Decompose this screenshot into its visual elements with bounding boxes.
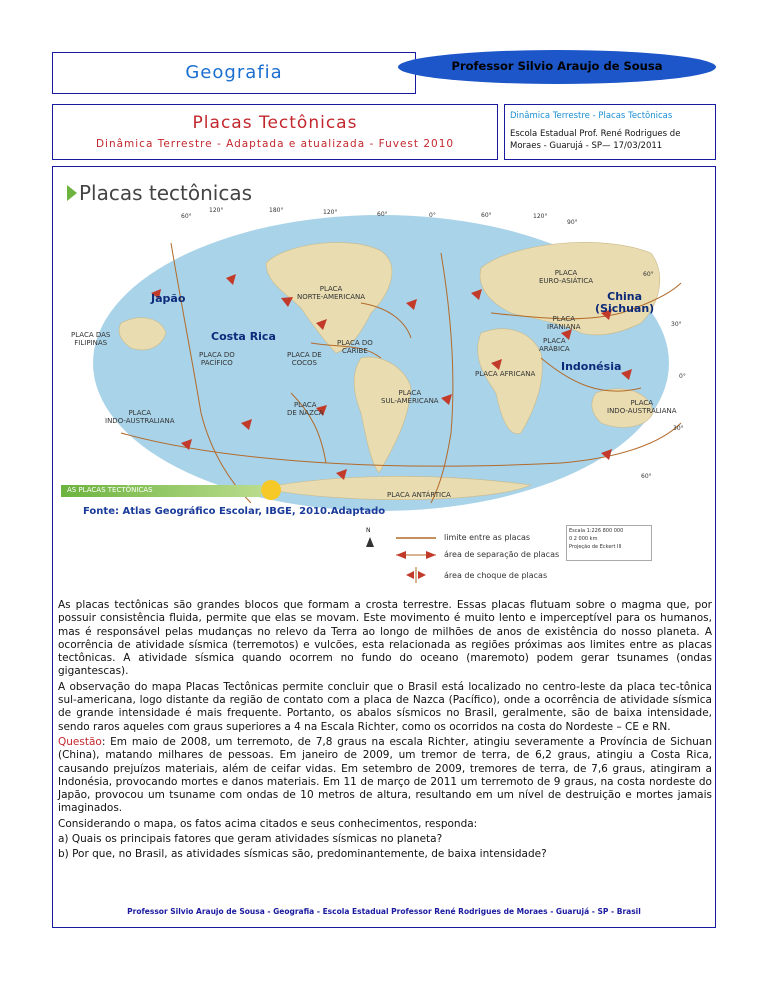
lat-label: 30° bbox=[671, 321, 682, 328]
lon-label: 120° bbox=[323, 209, 338, 216]
professor-oval bbox=[398, 50, 716, 84]
lon-label: 120° bbox=[533, 213, 548, 220]
plate-label: PLACA INDO-AUSTRALIANA bbox=[607, 399, 677, 415]
plate-label: PLACA EURO-ASIÁTICA bbox=[539, 269, 594, 285]
north-label: N bbox=[366, 527, 371, 534]
plate-label: PLACA DAS FILIPINAS bbox=[71, 331, 111, 347]
tectonic-map bbox=[61, 173, 707, 591]
main-content-box bbox=[52, 166, 716, 928]
map-heading: Placas tectônicas bbox=[79, 181, 253, 205]
plate-label: PLACA NORTE-AMERICANA bbox=[297, 285, 366, 301]
map-source: Fonte: Atlas Geográfico Escolar, IBGE, 2010.Adaptado bbox=[83, 506, 386, 517]
paragraph: As placas tectônicas são grandes blocos que formam a crosta terrestre. Essas placas flutuam sobre o magma que, por possuir consistência fluida, permite que elas se movam. Este movimento é muito lento e imperceptível para os humanos, mas é responsável pelas mudanças no relevo da Terra ao longo de milhões de anos de existência do nosso planeta. A ocorrência de atividade sísmica (terremotos) e vulcões, esta relacionada as regiões próximas aos limites entre as placas tectônicas. A atividade sísmica quando ocorrem no fundo do oceano (maremoto) podem gerar tsunames (ondas gigantescas). bbox=[58, 599, 712, 678]
side-topic: Dinâmica Terrestre - Placas Tectônicas bbox=[510, 111, 673, 121]
lon-label: 60° bbox=[377, 211, 388, 218]
plate-label: PLACA DE NAZCA bbox=[287, 401, 324, 417]
subject-box bbox=[52, 52, 416, 94]
plate-label: PLACA IRANIANA bbox=[547, 315, 581, 331]
lon-label: 60° bbox=[481, 212, 492, 219]
plate-label: PLACA SUL-AMERICANA bbox=[381, 389, 439, 405]
question-b: b) Por que, no Brasil, as atividades sísmicas são, predominantemente, de baixa intensidade? bbox=[58, 848, 547, 861]
paragraph: A observação do mapa Placas Tectônicas permite concluir que o Brasil está localizado no centro-leste da placa tec-tônica sul-americana, logo distante da região de contato com a placa de Nazca (Pacífico), onde a ocorrência de atividade sísmica de grande intensidade é mais frequente. Portanto, os abalos sísmicos no Brasil, geralmente, são de baixa intensidade, sendo raros aqueles com graus superiores a 4 na Escala Richter, como os ocorridos na costa do Nordeste – CE e RN. bbox=[58, 680, 712, 733]
plate-label: PLACA ANTÁRTICA bbox=[387, 491, 451, 499]
side-info-box bbox=[504, 104, 716, 160]
topic-title: Placas Tectônicas bbox=[192, 113, 358, 133]
instruction: Considerando o mapa, os fatos acima citados e seus conhecimentos, responda: bbox=[58, 817, 478, 830]
map-banner bbox=[61, 485, 261, 497]
topic-subtitle: Dinâmica Terrestre - Adaptada e atualizada - Fuvest 2010 bbox=[95, 138, 455, 150]
question-paragraph bbox=[58, 736, 712, 816]
plate-label: PLACA AFRICANA bbox=[475, 370, 536, 378]
footer: Professor Silvio Araujo de Sousa - Geografia - Escola Estadual Professor René Rodrigues de Moraes - Guarujá - SP - Brasil bbox=[127, 907, 641, 916]
scale-line: 0 2 000 km bbox=[569, 536, 598, 542]
city-label: Costa Rica bbox=[211, 330, 276, 343]
legend-item: área de choque de placas bbox=[444, 571, 548, 580]
scale-line: Projeção de Eckert III bbox=[569, 544, 622, 550]
lon-label: 120° bbox=[209, 207, 224, 214]
plate-label: PLACA DO CARIBE bbox=[337, 339, 373, 355]
lat-label: 0° bbox=[679, 373, 686, 380]
scale-line: Escala 1:226 800 000 bbox=[569, 528, 624, 534]
city-label: Indonésia bbox=[561, 360, 622, 373]
heading-marker-icon bbox=[67, 185, 77, 201]
plate-label: PLACA DE COCOS bbox=[287, 351, 322, 367]
question-text: : Em maio de 2008, um terremoto, de 7,8 graus na escala Richter, atingiu severamente a Província de Sichuan (China), matando milhares de pessoas. Em janeiro de 2009, um tremor de terra, de 6,2 graus, atingiu a Costa Rica, causando prejuízos materiais, além de ceifar vidas. Em setembro de 2009, tremores de terra, de 7,6 graus, atingiram a Indonésia, provocando mortes e danos materiais. Em 11 de março de 2011 um terremoto de 9 graus, na costa nordeste do Japão, provocou um tsuname com ondas de 10 metros de altura, resultando em um nível de destruição e mortes jamais imaginados. bbox=[58, 735, 712, 815]
lightbulb-icon bbox=[261, 480, 281, 500]
lon-label: 0° bbox=[429, 212, 436, 219]
legend-item: área de separação de placas bbox=[444, 550, 560, 559]
lat-label: 60° bbox=[643, 271, 654, 278]
subject-title: Geografia bbox=[185, 62, 283, 83]
city-label: China (Sichuan) bbox=[595, 290, 655, 315]
legend-graphics bbox=[366, 537, 436, 583]
plate-label: PLACA INDO-AUSTRALIANA bbox=[105, 409, 175, 425]
map-banner-text: AS PLACAS TECTÔNICAS bbox=[67, 486, 153, 494]
lat-label: 60° bbox=[641, 473, 652, 480]
plate-label: PLACA DO PACÍFICO bbox=[199, 351, 235, 367]
question-label: Questão bbox=[58, 735, 102, 748]
question-a: a) Quais os principais fatores que geram atividades sísmicas no planeta? bbox=[58, 833, 443, 846]
body-text bbox=[58, 599, 712, 864]
lat-label: 30° bbox=[673, 425, 684, 432]
city-label: Japão bbox=[151, 292, 186, 305]
scale-box bbox=[566, 525, 652, 561]
legend-item: limite entre as placas bbox=[444, 533, 531, 542]
topic-box bbox=[52, 104, 498, 160]
lon-label: 90° bbox=[567, 219, 578, 226]
side-school: Escola Estadual Prof. René Rodrigues de Moraes - Guarujá - SP— 17/03/2011 bbox=[510, 129, 681, 151]
plate-label: PLACA ARÁBICA bbox=[539, 337, 570, 353]
lon-label: 60° bbox=[181, 213, 192, 220]
professor-name: Professor Silvio Araujo de Sousa bbox=[451, 59, 663, 73]
lon-label: 180° bbox=[269, 207, 284, 214]
